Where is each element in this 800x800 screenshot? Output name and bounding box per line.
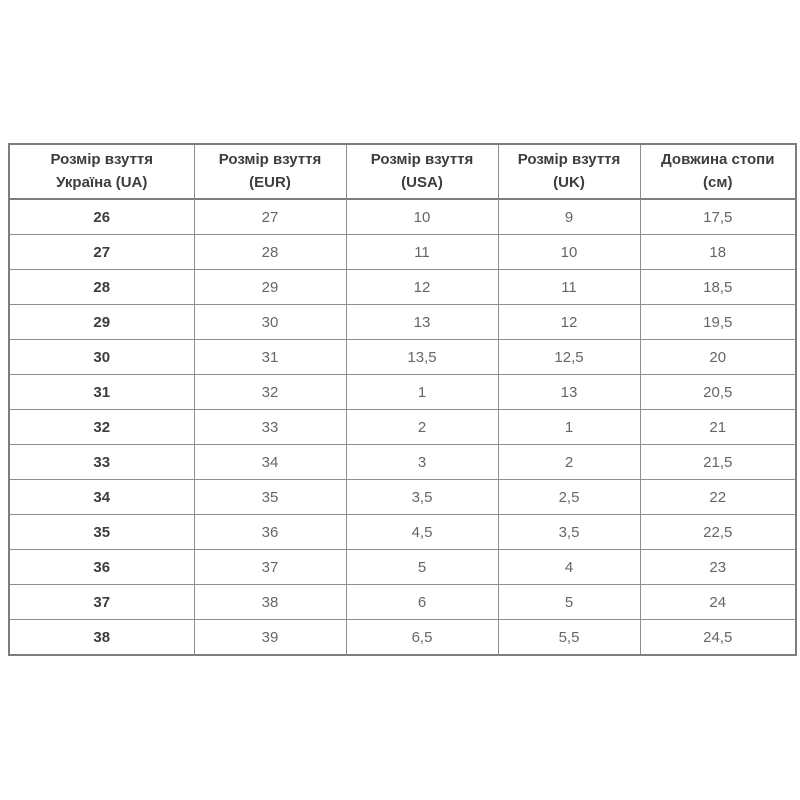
cell-foot-length: 18,5 xyxy=(640,270,796,305)
cell-usa: 5 xyxy=(346,550,498,585)
cell-ua: 32 xyxy=(9,410,194,445)
column-header-uk xyxy=(498,144,640,199)
header-line1: Розмір взуття xyxy=(370,151,474,168)
cell-foot-length: 23 xyxy=(640,550,796,585)
table-body xyxy=(9,199,796,655)
table-row xyxy=(9,340,796,375)
cell-foot-length: 20,5 xyxy=(640,375,796,410)
column-header-eur xyxy=(194,144,346,199)
cell-eur: 32 xyxy=(194,375,346,410)
cell-usa: 11 xyxy=(346,235,498,270)
shoe-size-conversion-table xyxy=(8,143,797,656)
cell-eur: 38 xyxy=(194,585,346,620)
cell-ua: 33 xyxy=(9,445,194,480)
table-row xyxy=(9,585,796,620)
cell-foot-length: 18 xyxy=(640,235,796,270)
cell-foot-length: 17,5 xyxy=(640,199,796,235)
cell-ua: 27 xyxy=(9,235,194,270)
header-line2: (UK) xyxy=(553,173,585,191)
cell-foot-length: 21,5 xyxy=(640,445,796,480)
cell-eur: 39 xyxy=(194,620,346,656)
column-header-foot-length xyxy=(640,144,796,199)
cell-ua: 29 xyxy=(9,305,194,340)
cell-uk: 13 xyxy=(498,375,640,410)
cell-uk: 4 xyxy=(498,550,640,585)
header-line2: (EUR) xyxy=(249,173,291,191)
cell-foot-length: 24 xyxy=(640,585,796,620)
column-header-usa xyxy=(346,144,498,199)
table-row xyxy=(9,445,796,480)
cell-ua: 36 xyxy=(9,550,194,585)
cell-foot-length: 24,5 xyxy=(640,620,796,656)
table-row xyxy=(9,235,796,270)
cell-usa: 6,5 xyxy=(346,620,498,656)
cell-eur: 37 xyxy=(194,550,346,585)
cell-foot-length: 22,5 xyxy=(640,515,796,550)
cell-uk: 10 xyxy=(498,235,640,270)
cell-usa: 3 xyxy=(346,445,498,480)
cell-ua: 38 xyxy=(9,620,194,656)
cell-uk: 5 xyxy=(498,585,640,620)
cell-ua: 26 xyxy=(9,199,194,235)
cell-eur: 29 xyxy=(194,270,346,305)
table-row xyxy=(9,305,796,340)
cell-usa: 4,5 xyxy=(346,515,498,550)
table-row xyxy=(9,620,796,656)
cell-usa: 3,5 xyxy=(346,480,498,515)
cell-eur: 33 xyxy=(194,410,346,445)
cell-ua: 37 xyxy=(9,585,194,620)
cell-uk: 12 xyxy=(498,305,640,340)
table-header xyxy=(9,144,796,199)
table-row xyxy=(9,199,796,235)
cell-foot-length: 21 xyxy=(640,410,796,445)
cell-uk: 12,5 xyxy=(498,340,640,375)
table-row xyxy=(9,270,796,305)
cell-eur: 35 xyxy=(194,480,346,515)
cell-usa: 12 xyxy=(346,270,498,305)
header-line1: Розмір взуття xyxy=(218,151,322,168)
cell-ua: 35 xyxy=(9,515,194,550)
cell-usa: 6 xyxy=(346,585,498,620)
cell-foot-length: 19,5 xyxy=(640,305,796,340)
cell-ua: 34 xyxy=(9,480,194,515)
header-line1: Розмір взуття xyxy=(517,151,621,168)
cell-ua: 28 xyxy=(9,270,194,305)
cell-eur: 34 xyxy=(194,445,346,480)
cell-usa: 10 xyxy=(346,199,498,235)
column-header-ua xyxy=(9,144,194,199)
cell-eur: 30 xyxy=(194,305,346,340)
header-line2: (см) xyxy=(703,173,733,191)
cell-ua: 31 xyxy=(9,375,194,410)
cell-eur: 31 xyxy=(194,340,346,375)
size-table-container xyxy=(8,143,797,656)
header-line2: (USA) xyxy=(401,173,443,191)
cell-eur: 36 xyxy=(194,515,346,550)
cell-eur: 27 xyxy=(194,199,346,235)
table-row xyxy=(9,480,796,515)
table-row xyxy=(9,515,796,550)
table-row xyxy=(9,410,796,445)
header-line1: Розмір взуття xyxy=(50,151,154,168)
cell-foot-length: 22 xyxy=(640,480,796,515)
cell-usa: 13,5 xyxy=(346,340,498,375)
header-line2: Україна (UA) xyxy=(56,173,148,191)
cell-uk: 3,5 xyxy=(498,515,640,550)
cell-uk: 2,5 xyxy=(498,480,640,515)
cell-uk: 9 xyxy=(498,199,640,235)
header-row xyxy=(9,144,796,199)
cell-usa: 13 xyxy=(346,305,498,340)
cell-ua: 30 xyxy=(9,340,194,375)
cell-usa: 1 xyxy=(346,375,498,410)
cell-uk: 2 xyxy=(498,445,640,480)
cell-usa: 2 xyxy=(346,410,498,445)
table-row xyxy=(9,375,796,410)
cell-uk: 1 xyxy=(498,410,640,445)
cell-eur: 28 xyxy=(194,235,346,270)
cell-foot-length: 20 xyxy=(640,340,796,375)
cell-uk: 11 xyxy=(498,270,640,305)
cell-uk: 5,5 xyxy=(498,620,640,656)
header-line1: Довжина стопи xyxy=(661,151,775,168)
table-row xyxy=(9,550,796,585)
